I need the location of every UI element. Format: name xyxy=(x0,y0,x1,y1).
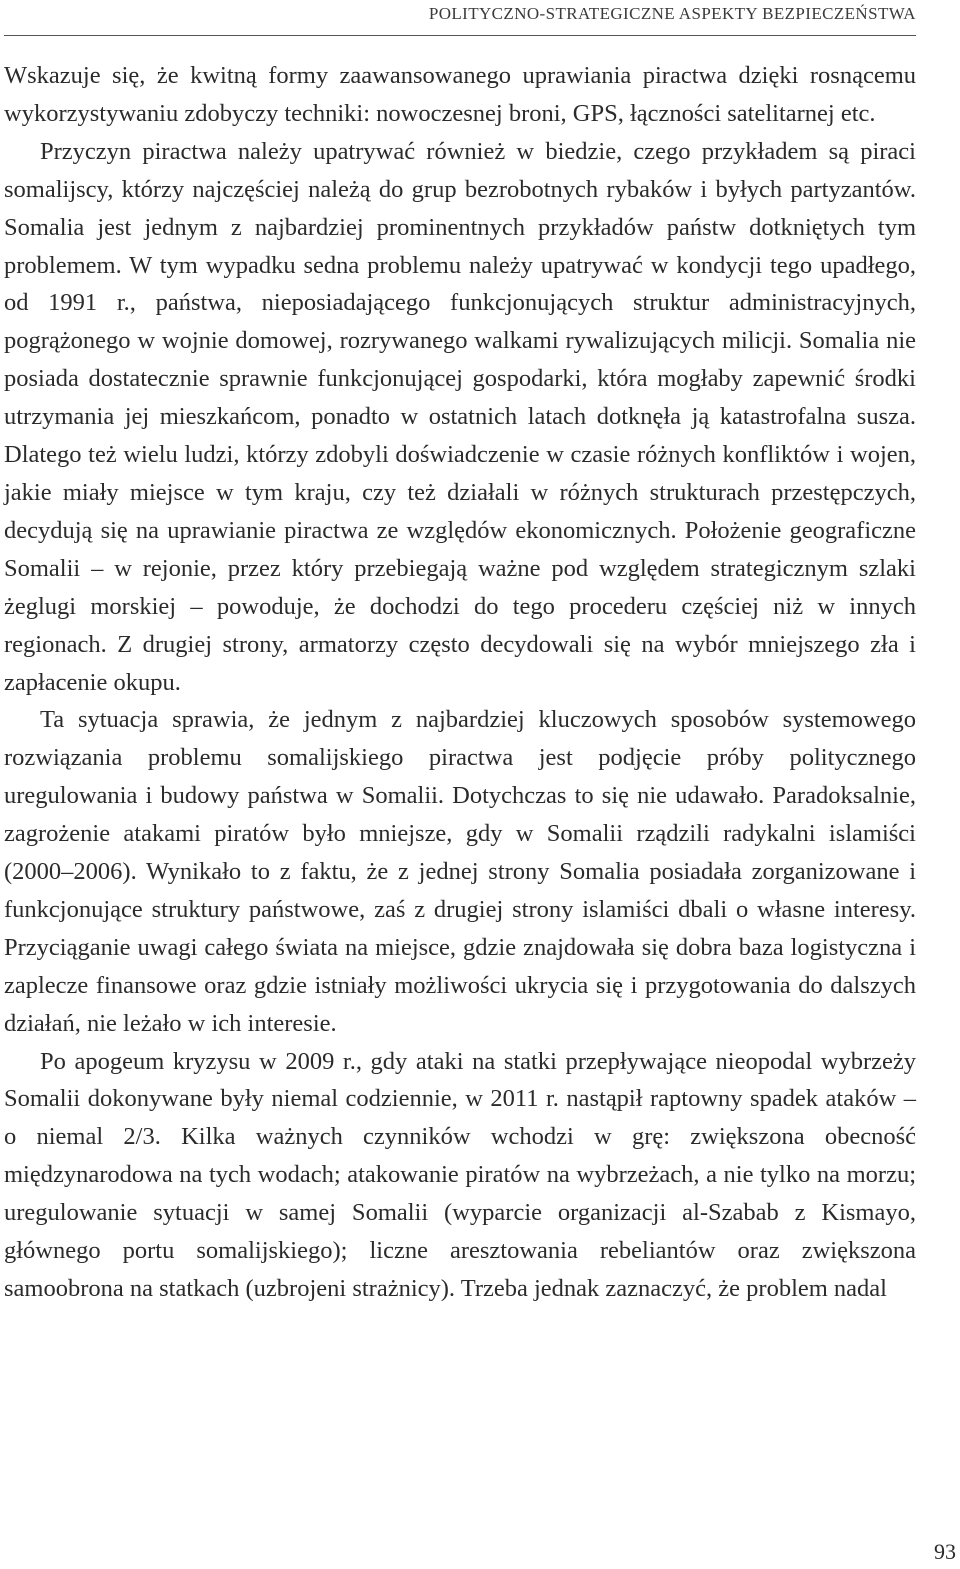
paragraph: Ta sytuacja sprawia, że jednym z najbardziej kluczowych sposobów systemowego rozwiązania problemu somalijskiego piractwa jest podjęcie próby politycznego uregulowania i budowy państwa w Somalii. Dotychczas to się nie udawało. Paradoksalnie, zagrożenie atakami piratów było mniejsze, gdy w Somalii rządzili radykalni islamiści (2000–2006). Wynikało to z faktu, że z jednej strony Somalia posiadała zorganizowane i funkcjonujące struktury państwowe, zaś z drugiej strony islamiści dbali o własne interesy. Przyciąganie uwagi całego świata na miejsce, gdzie znajdowała się dobra baza logistyczna i zaplecze finansowe oraz gdzie istniały możliwości ukrycia się i przygotowania do dalszych działań, nie leżało w ich interesie. xyxy=(4,706,916,1037)
running-header: POLITYCZNO-STRATEGICZNE ASPEKTY BEZPIECZEŃSTWA xyxy=(428,4,916,23)
paragraph: Przyczyn piractwa należy upatrywać również w biedzie, czego przykładem są piraci somalijscy, którzy najczęściej należą do grup bezrobotnych rybaków i byłych partyzantów. Somalia jest jednym z najbardziej prominentnych przykładów państw dotkniętych tym problemem. W tym wypadku sedna problemu należy upatrywać w kondycji tego upadłego, od 1991 r., państwa, nieposiadającego funkcjonujących struktur administracyjnych, pogrążonego w wojnie domowej, rozrywanego walkami rywalizujących milicji. Somalia nie posiada dostatecznie sprawnie funkcjonującej gospodarki, która mogłaby zapewnić środki utrzymania jej mieszkańcom, ponadto w ostatnich latach dotknęła ją katastrofalna susza. Dlatego też wielu ludzi, którzy zdobyli doświadczenie w czasie różnych konfliktów i wojen, jakie miały miejsce w tym kraju, czy też działali w różnych strukturach przestępczych, decydują się na uprawianie piractwa ze względów ekonomicznych. Położenie geograficzne Somalii – w rejonie, przez który przebiegają ważne pod względem strategicznym szlaki żeglugi morskiej – powoduje, że dochodzi do tego procederu częściej niż w innych regionach. Z drugiej strony, armatorzy często decydowali się na wybór mniejszego zła i zapłacenie okupu. xyxy=(4,137,916,696)
header-rule xyxy=(4,35,916,36)
page-number: 93 xyxy=(934,1539,956,1564)
paragraph: Wskazuje się, że kwitną formy zaawansowanego uprawiania piractwa dzięki rosnącemu wykorzystywaniu zdobyczy techniki: nowoczesnej broni, GPS, łączności satelitarnej etc. xyxy=(4,62,916,127)
body-text xyxy=(4,57,916,1308)
paragraph: Po apogeum kryzysu w 2009 r., gdy ataki na statki przepływające nieopodal wybrzeży Somalii dokonywane były niemal codziennie, w 2011 r. nastąpił raptowny spadek ataków – o niemal 2/3. Kilka ważnych czynników wchodzi w grę: zwiększona obecność międzynarodowa na tych wodach; atakowanie piratów na wybrzeżach, a nie tylko na morzu; uregulowanie sytuacji w samej Somalii (wyparcie organizacji al-Szabab z Kismayo, głównego portu somalijskiego); liczne aresztowania rebeliantów oraz zwiększona samoobrona na statkach (uzbrojeni strażnicy). Trzeba jednak zaznaczyć, że problem nadal xyxy=(4,1047,916,1302)
